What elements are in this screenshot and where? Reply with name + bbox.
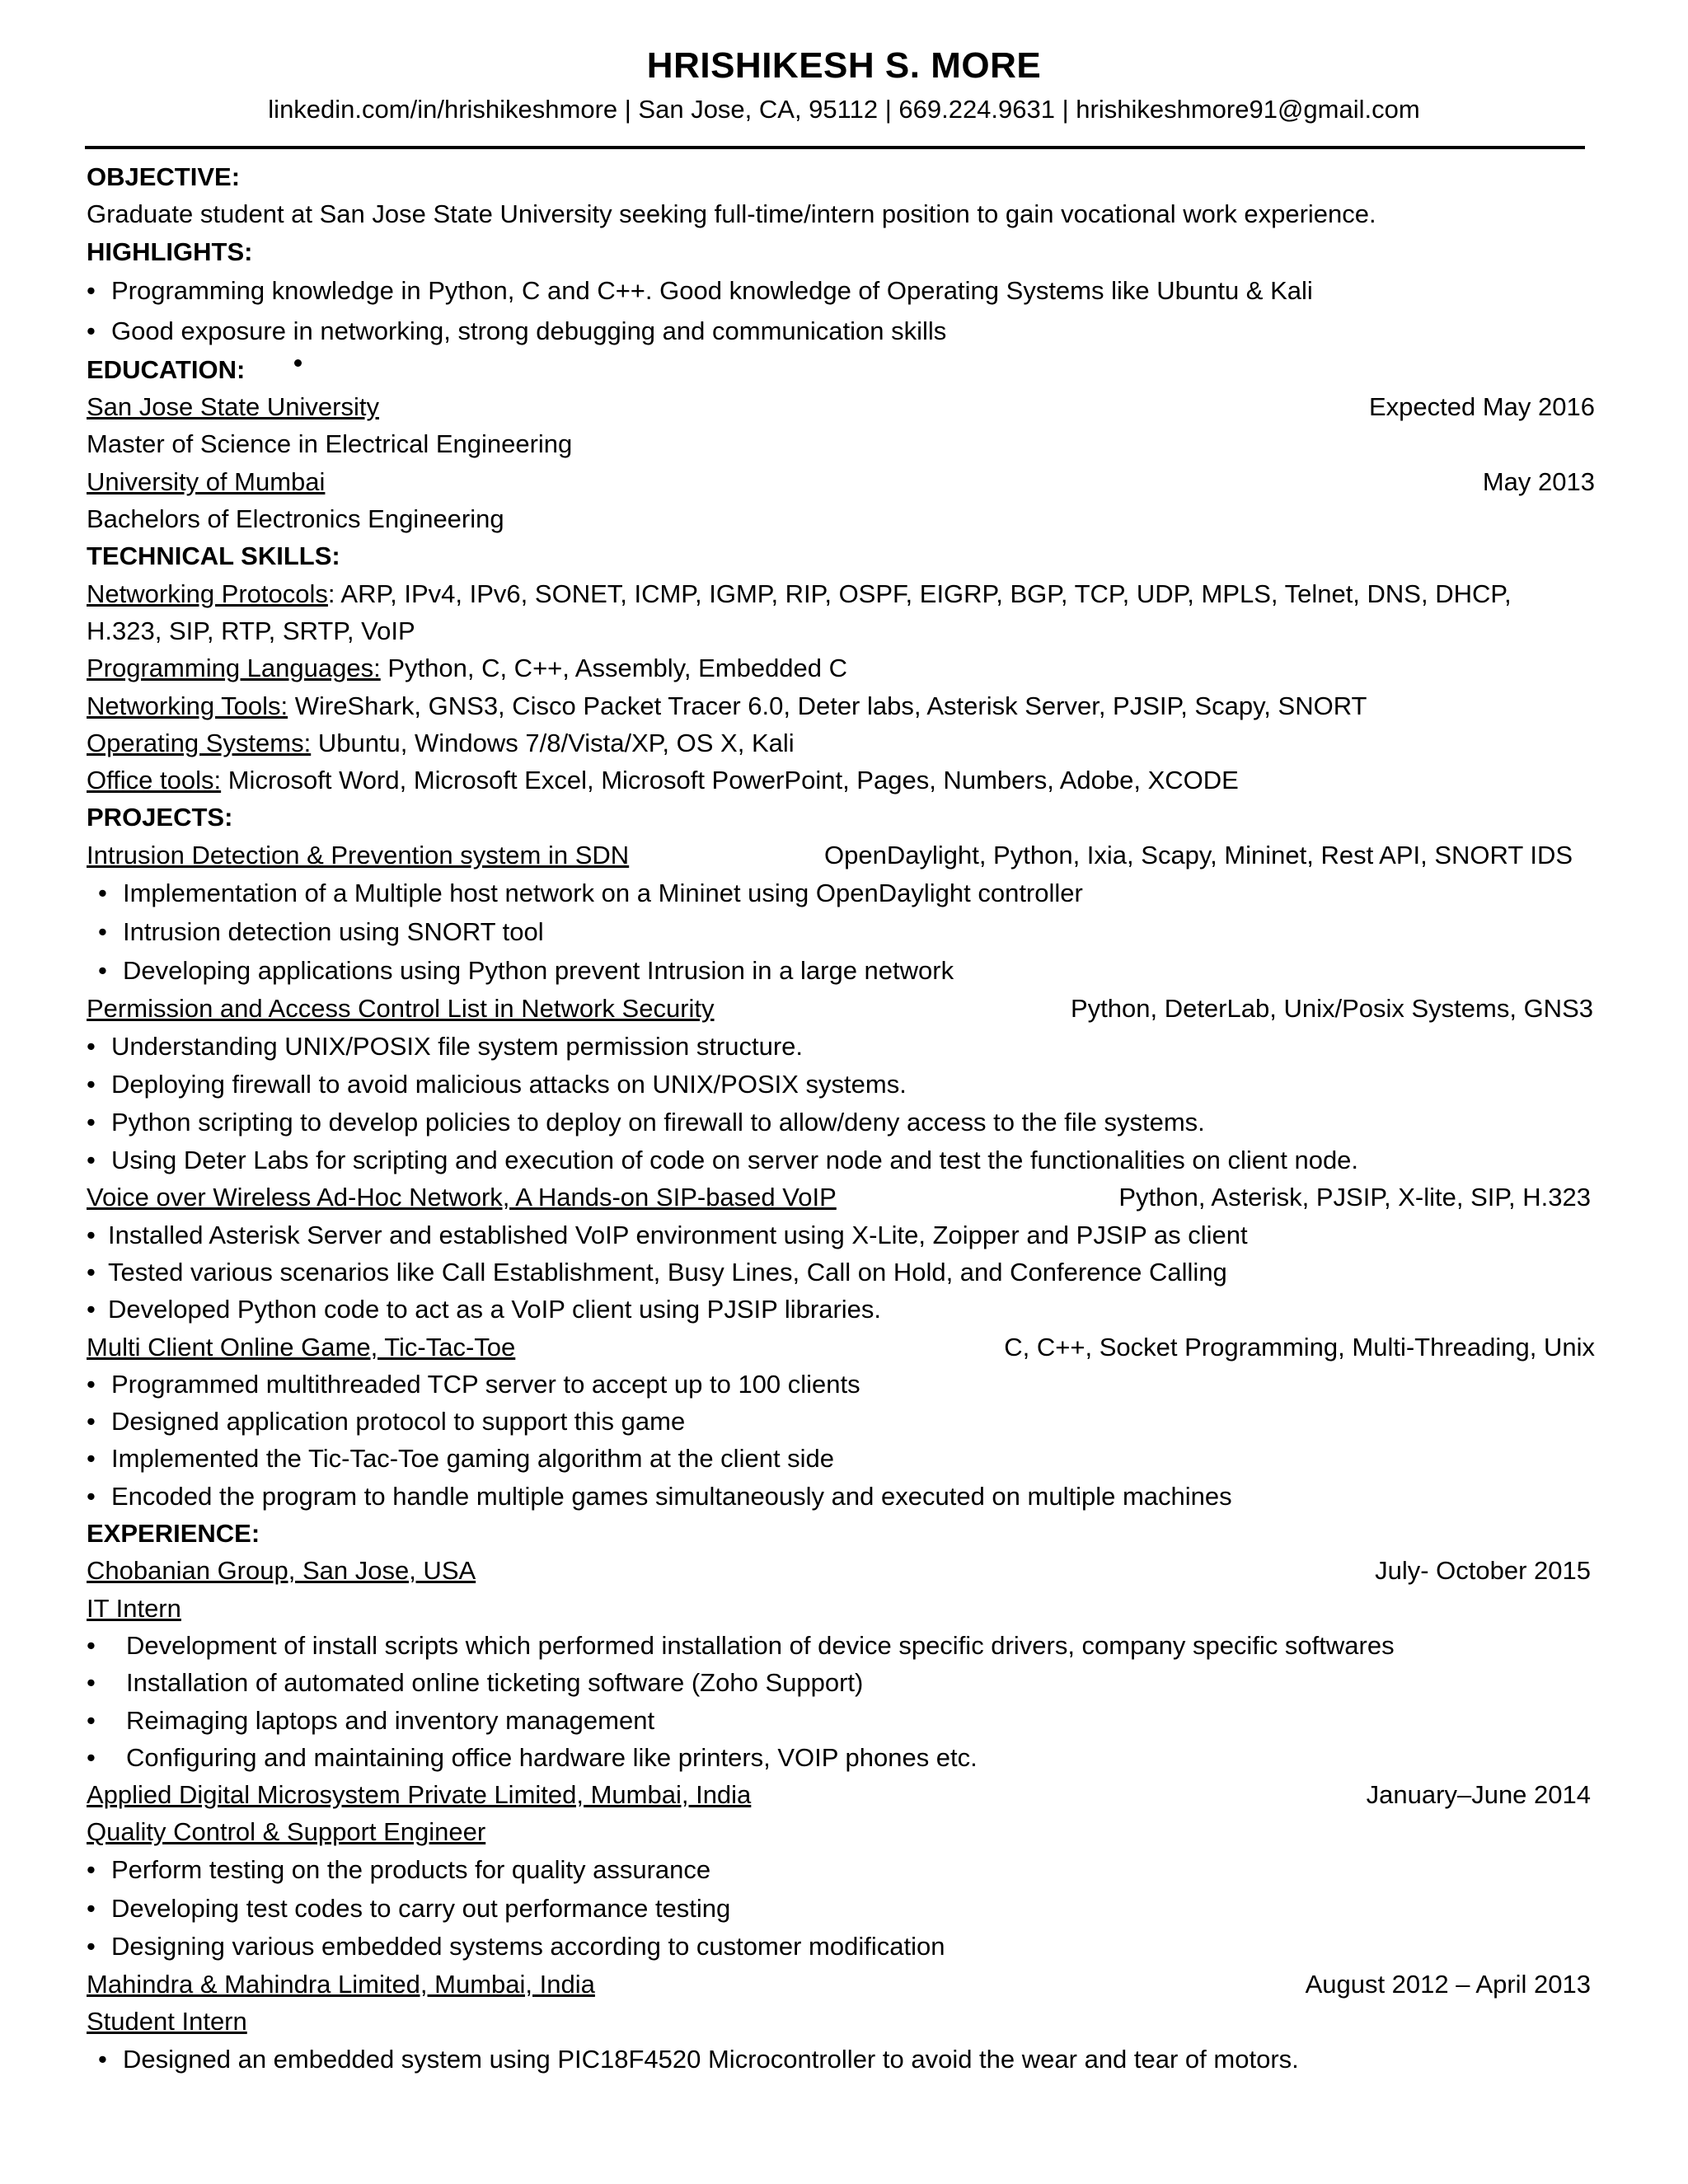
highlight-item: • Programming knowledge in Python, C and C++. Good knowledge of Operating Systems like Ubuntu & Kali: [87, 270, 1611, 311]
skill-operating-systems: Operating Systems: Ubuntu, Windows 7/8/Vista/XP, OS X, Kali: [87, 728, 795, 757]
experience-bullet: • Designed an embedded system using PIC18F4520 Microcontroller to avoid the wear and tear of motors.: [98, 2044, 1299, 2074]
job-role: IT Intern: [87, 1593, 181, 1623]
experience-heading: EXPERIENCE:: [87, 1519, 260, 1549]
school-name: University of Mumbai: [87, 466, 326, 496]
project-title-row: [87, 990, 1611, 1027]
project-bullet: • Programmed multithreaded TCP server to accept up to 100 clients: [87, 1369, 860, 1399]
company-name: Chobanian Group, San Jose, USA: [87, 1556, 476, 1586]
job-role: Quality Control & Support Engineer: [87, 1817, 486, 1847]
experience-bullet: • Installation of automated online ticketing software (Zoho Support): [87, 1668, 864, 1698]
experience-bullet: • Perform testing on the products for quality assurance: [87, 1855, 711, 1885]
experience-date: July- October 2015: [1375, 1556, 1591, 1586]
degree: Bachelors of Electronics Engineering: [87, 504, 504, 534]
experience-date: January–June 2014: [1366, 1780, 1591, 1810]
header-divider: [85, 146, 1585, 149]
project-bullet: • Designed application protocol to support this game: [87, 1407, 686, 1436]
project-title-row: [87, 837, 1611, 874]
school-name: San Jose State University: [87, 392, 379, 422]
skill-networking-tools: Networking Tools: WireShark, GNS3, Cisco Packet Tracer 6.0, Deter labs, Asterisk Server, PJSIP, Scapy, SNORT: [87, 691, 1367, 720]
project-tech: Python, DeterLab, Unix/Posix Systems, GNS3: [1070, 994, 1593, 1024]
education-heading: EDUCATION:: [87, 354, 246, 384]
project-title: Multi Client Online Game, Tic-Tac-Toe: [87, 1332, 516, 1361]
project-bullet: • Implemented the Tic-Tac-Toe gaming algorithm at the client side: [87, 1444, 835, 1474]
education-entry: [87, 463, 1611, 500]
skill-office-tools: Office tools: Microsoft Word, Microsoft Excel, Microsoft PowerPoint, Pages, Numbers, Adobe, XCODE: [87, 766, 1239, 795]
experience-bullet: • Development of install scripts which performed installation of device specific drivers, company specific softwares: [87, 1630, 1395, 1660]
bullet-glyph: •: [87, 316, 96, 345]
project-bullet: • Understanding UNIX/POSIX file system permission structure.: [87, 1031, 804, 1061]
resume-content: [87, 158, 1611, 2078]
contact-line: linkedin.com/in/hrishikeshmore | San Jose, CA, 95112 | 669.224.9631 | hrishikeshmore91@gmail.com: [268, 95, 1420, 124]
bullet-glyph: •: [87, 275, 96, 305]
candidate-name: HRISHIKESH S. MORE: [646, 45, 1042, 86]
skill-networking-protocols-cont: H.323, SIP, RTP, SRTP, VoIP: [87, 616, 415, 645]
project-bullet: • Python scripting to develop policies to deploy on firewall to allow/deny access to the file systems.: [87, 1107, 1205, 1137]
project-title: Permission and Access Control List in Network Security: [87, 994, 715, 1024]
education-date: May 2013: [1482, 466, 1595, 496]
experience-bullet: • Developing test codes to carry out performance testing: [87, 1893, 731, 1923]
project-tech: OpenDaylight, Python, Ixia, Scapy, Mininet, Rest API, SNORT IDS: [824, 840, 1573, 869]
skill-programming-languages: Programming Languages: Python, C, C++, Assembly, Embedded C: [87, 654, 848, 683]
experience-bullet: • Designing various embedded systems according to customer modification: [87, 1932, 945, 1961]
job-role: Student Intern: [87, 2007, 247, 2036]
project-bullet: • Intrusion detection using SNORT tool: [98, 916, 544, 946]
project-bullet: • Developed Python code to act as a VoIP client using PJSIP libraries.: [87, 1295, 882, 1324]
projects-heading: PROJECTS:: [87, 803, 233, 832]
project-bullet: • Implementation of a Multiple host network on a Mininet using OpenDaylight controller: [98, 878, 1083, 907]
education-date: Expected May 2016: [1368, 392, 1595, 422]
experience-entry: [87, 1552, 1611, 1589]
company-name: Applied Digital Microsystem Private Limited, Mumbai, India: [87, 1780, 752, 1810]
highlight-item: • Good exposure in networking, strong debugging and communication skills: [87, 311, 1611, 351]
education-entry: [87, 388, 1611, 425]
objective-heading: OBJECTIVE:: [87, 162, 241, 191]
project-title: Voice over Wireless Ad-Hoc Network, A Hands-on SIP-based VoIP: [87, 1183, 837, 1212]
experience-entry: [87, 1966, 1611, 2003]
experience-date: August 2012 – April 2013: [1305, 1970, 1591, 1999]
project-tech: Python, Asterisk, PJSIP, X-lite, SIP, H.323: [1118, 1183, 1591, 1212]
project-title: Intrusion Detection & Prevention system in SDN: [87, 840, 630, 869]
project-bullet: • Using Deter Labs for scripting and execution of code on server node and test the functionalities on client node.: [87, 1145, 1359, 1174]
project-bullet: • Tested various scenarios like Call Establishment, Busy Lines, Call on Hold, and Conference Calling: [87, 1257, 1227, 1286]
experience-bullet: • Configuring and maintaining office hardware like printers, VOIP phones etc.: [87, 1742, 978, 1772]
degree: Master of Science in Electrical Engineering: [87, 429, 573, 459]
experience-entry: [87, 1776, 1611, 1813]
highlights-heading: HIGHLIGHTS:: [87, 237, 253, 266]
company-name: Mahindra & Mahindra Limited, Mumbai, India: [87, 1970, 595, 1999]
project-bullet: • Encoded the program to handle multiple games simultaneously and executed on multiple machines: [87, 1481, 1232, 1511]
project-bullet: • Developing applications using Python prevent Intrusion in a large network: [98, 955, 954, 985]
project-tech: C, C++, Socket Programming, Multi-Threading, Unix: [1004, 1332, 1595, 1361]
objective-text: Graduate student at San Jose State University seeking full-time/intern position to gain vocational work experience.: [87, 199, 1376, 229]
skill-networking-protocols: Networking Protocols : ARP, IPv4, IPv6, SONET, ICMP, IGMP, RIP, OSPF, EIGRP, BGP, TCP, UDP, MPLS, Telnet, DNS, DHCP,: [87, 579, 1512, 608]
project-title-row: [87, 1179, 1611, 1216]
project-title-row: [87, 1329, 1611, 1366]
project-bullet: • Deploying firewall to avoid malicious attacks on UNIX/POSIX systems.: [87, 1069, 907, 1099]
skills-heading: TECHNICAL SKILLS:: [87, 541, 340, 571]
project-bullet: • Installed Asterisk Server and established VoIP environment using X-Lite, Zoipper and PJSIP as client: [87, 1220, 1248, 1249]
experience-bullet: • Reimaging laptops and inventory management: [87, 1705, 655, 1735]
